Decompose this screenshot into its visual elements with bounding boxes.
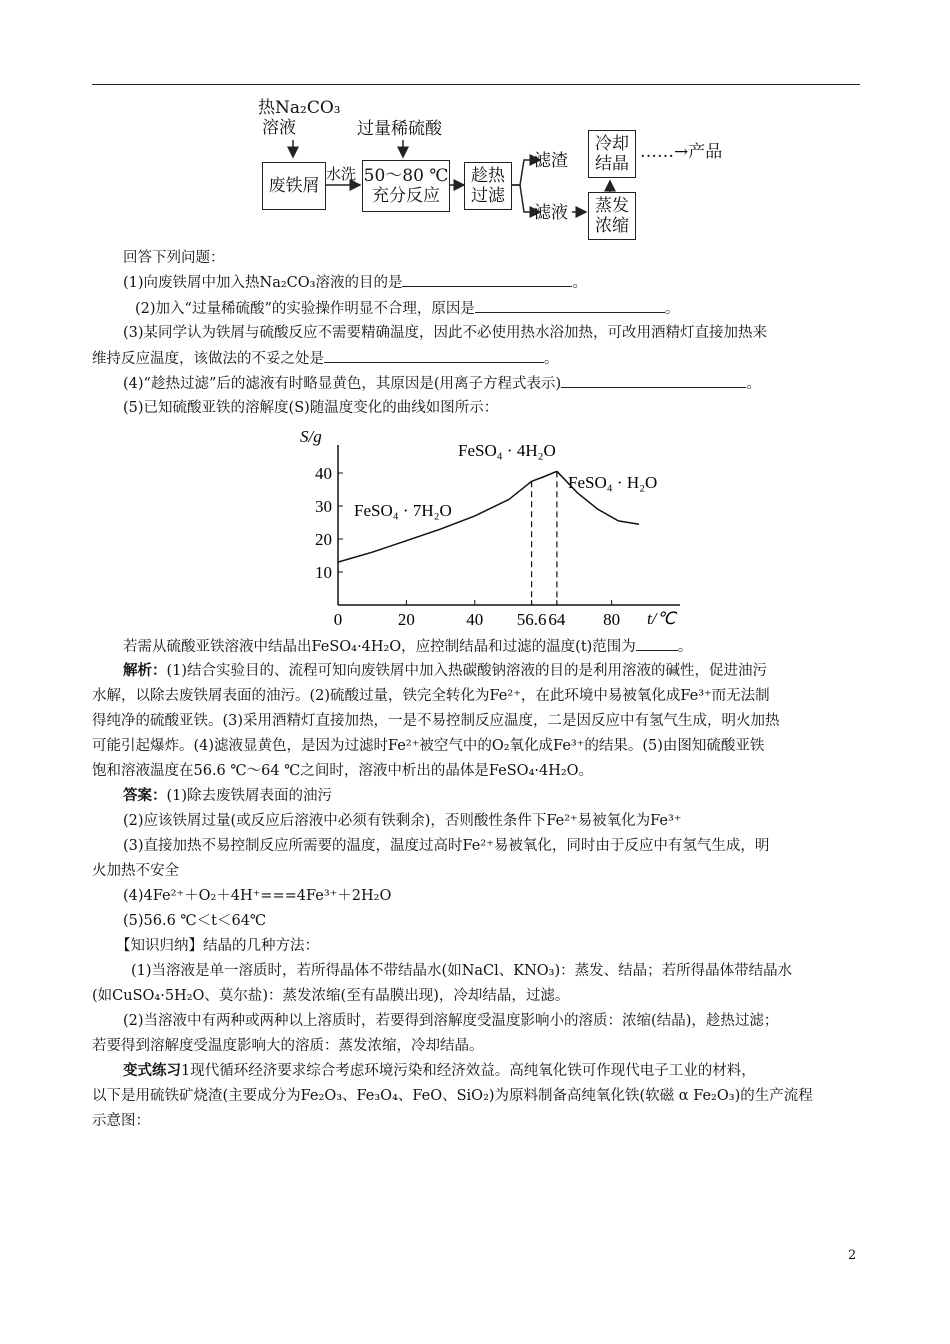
series-line-0 xyxy=(338,481,532,562)
exercise-1: 变式练习1现代循环经济要求综合考虑环境污染和经济效益。高纯氧化铁可作现代电子工业的材料， xyxy=(123,1062,756,1079)
answer-1: 答案：(1)除去废铁屑表面的油污 xyxy=(123,787,333,804)
x-tick-label: 64 xyxy=(548,610,566,629)
analysis-3: 得纯净的硫酸亚铁。(3)采用酒精灯直接加热，一是不易控制反应温度，二是因反应中有氢气生成，明火加热 xyxy=(92,713,780,729)
solubility-chart xyxy=(290,420,690,635)
question-4: (4)“趁热过滤”后的滤液有时略显黄色，其原因是(用离子方程式表示) 。 xyxy=(123,373,761,394)
label-7h2o: FeSO₄ · 7H₂O xyxy=(354,501,452,520)
knowledge-2a: (2)当溶液中有两种或两种以上溶质时，若要得到溶解度受温度影响小的溶质：浓缩(结晶)，趁热过滤； xyxy=(123,1013,779,1029)
answer-3b: 火加热不安全 xyxy=(92,863,179,879)
filtrate-label: 滤液 xyxy=(534,203,568,223)
product-label: ……→产品 xyxy=(640,142,723,162)
x-tick-label: 56.6 xyxy=(516,610,547,629)
label-4h2o: FeSO₄ · 4H₂O xyxy=(458,441,556,460)
reagent2-label: 过量稀硫酸 xyxy=(357,119,442,139)
reagent1-label: 热Na₂CO₃ xyxy=(258,98,341,118)
analysis-5: 饱和溶液温度在56.6 ℃～64 ℃之间时，溶液中析出的晶体是FeSO₄·4H₂O。 xyxy=(92,763,594,779)
series-line-1 xyxy=(532,471,557,481)
answer-5: (5)56.6 ℃＜t＜64℃ xyxy=(123,913,267,929)
answer-2: (2)应该铁屑过量(或反应后溶液中必须有铁剩余)，否则酸性条件下Fe²⁺易被氧化为Fe³⁺ xyxy=(123,813,682,829)
page-number: 2 xyxy=(848,1248,857,1263)
knowledge-title: 【知识归纳】结晶的几种方法： xyxy=(116,938,319,954)
label-h2o: FeSO₄ · H₂O xyxy=(568,473,658,492)
header-rule xyxy=(92,84,860,85)
box-evaporate: 蒸发 浓缩 xyxy=(588,192,636,240)
y-tick-label: 30 xyxy=(315,497,332,516)
y-axis-label: S/g xyxy=(300,427,322,446)
box-reaction: 50～80 ℃ 充分反应 xyxy=(362,160,450,212)
box-hot-filter: 趁热 过滤 xyxy=(464,162,512,210)
question-1: (1)向废铁屑中加入热Na₂CO₃溶液的目的是 。 xyxy=(123,272,587,293)
reagent1-label-2: 溶液 xyxy=(262,118,296,138)
box-cool-crystallize: 冷却 结晶 xyxy=(588,130,636,178)
analysis-1: 解析：(1)结合实验目的、流程可知向废铁屑中加入热碳酸钠溶液的目的是利用溶液的碱性，促进油污 xyxy=(123,662,768,679)
x-tick-label: 80 xyxy=(603,610,621,629)
question-5b: 若需从硫酸亚铁溶液中结晶出FeSO₄·4H₂O，应控制结晶和过滤的温度(t)范围为 。 xyxy=(123,636,692,657)
knowledge-1b: (如CuSO₄·5H₂O、莫尔盐)：蒸发浓缩(至有晶膜出现)，冷却结晶，过滤。 xyxy=(92,988,570,1004)
x-tick-label: 0 xyxy=(333,610,343,629)
exercise-3: 示意图： xyxy=(92,1113,150,1129)
analysis-4: 可能引起爆炸。(4)滤液显黄色，是因为过滤时Fe²⁺被空气中的O₂氧化成Fe³⁺的结果。(5)由图知硫酸亚铁 xyxy=(92,738,765,754)
wash-label: 水洗 xyxy=(326,165,357,183)
y-tick-label: 10 xyxy=(315,563,332,582)
x-axis-label: t/℃ xyxy=(647,609,676,628)
x-tick-label: 20 xyxy=(397,610,415,629)
y-tick-label: 20 xyxy=(315,530,332,549)
knowledge-1a: (1)当溶液是单一溶质时，若所得晶体不带结晶水(如NaCl、KNO₃)：蒸发、结晶；若所得晶体带结晶水 xyxy=(131,963,793,979)
intro: 回答下列问题： xyxy=(123,250,225,266)
answer-4: (4)4Fe²⁺＋O₂＋4H⁺===4Fe³⁺＋2H₂O xyxy=(123,888,392,904)
analysis-2: 水解，以除去废铁屑表面的油污。(2)硫酸过量，铁完全转化为Fe²⁺，在此环境中易被氧化成Fe³⁺而无法制 xyxy=(92,688,770,704)
exercise-2: 以下是用硫铁矿烧渣(主要成分为Fe₂O₃、Fe₃O₄、FeO、SiO₂)为原料制备高纯氧化铁(软磁 α Fe₂O₃)的生产流程 xyxy=(92,1088,813,1104)
question-2: (2)加入“过量稀硫酸”的实验操作明显不合理，原因是 。 xyxy=(135,298,679,319)
box-waste-iron: 废铁屑 xyxy=(262,162,326,210)
answer-3a: (3)直接加热不易控制反应所需要的温度，温度过高时Fe²⁺易被氧化，同时由于反应中有氢气生成，明 xyxy=(123,838,770,854)
y-tick-label: 40 xyxy=(315,464,332,483)
x-tick-label: 40 xyxy=(466,610,484,629)
question-3a: (3)某同学认为铁屑与硫酸反应不需要精确温度，因此不必使用热水浴加热，可改用酒精灯直接加热来 xyxy=(123,325,768,341)
residue-label: 滤渣 xyxy=(534,151,568,171)
question-5: (5)已知硫酸亚铁的溶解度(S)随温度变化的曲线如图所示： xyxy=(123,400,499,416)
question-3b: 维持反应温度，该做法的不妥之处是 。 xyxy=(92,348,559,369)
knowledge-2b: 若要得到溶解度受温度影响大的溶质：蒸发浓缩，冷却结晶。 xyxy=(92,1038,484,1054)
